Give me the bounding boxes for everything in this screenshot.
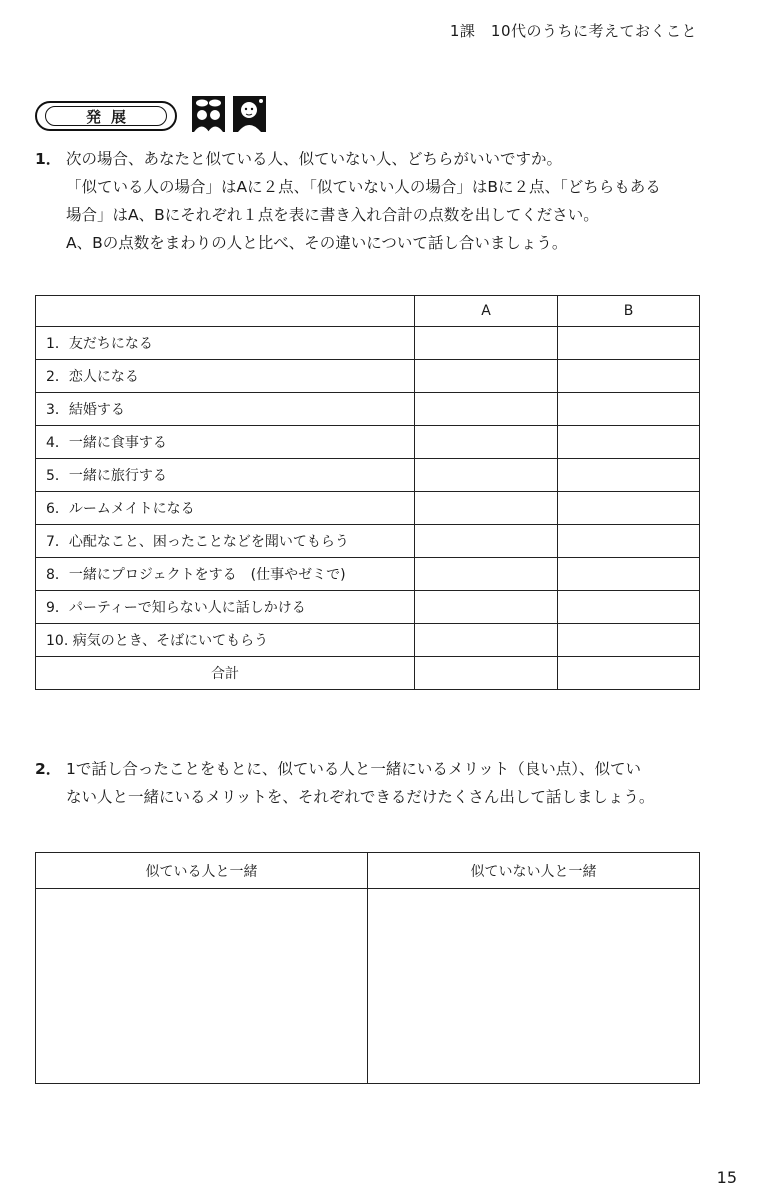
row-label: 7．心配なこと、困ったことなどを聞いてもらう (36, 525, 415, 558)
merit-table (35, 852, 700, 1084)
total-label: 合計 (36, 657, 415, 690)
table-row (36, 591, 700, 624)
row-label: 3．結婚する (36, 393, 415, 426)
table-row (36, 624, 700, 657)
question-2-line-2: ない人と一緒にいるメリットを、それぞれできるだけたくさん出して話しましょう。 (66, 788, 655, 806)
table-row (36, 525, 700, 558)
table-row (36, 393, 700, 426)
score-cell-a[interactable] (415, 360, 558, 393)
question-1-line-3: 場合」はA、Bにそれぞれ１点を表に書き入れ合計の点数を出してください。 (66, 206, 599, 224)
table-header-blank (36, 296, 415, 327)
score-cell-b[interactable] (558, 591, 700, 624)
row-label: 1．友だちになる (36, 327, 415, 360)
chapter-header: 1課 10代のうちに考えておくこと (449, 22, 697, 40)
thinking-person-icon (233, 96, 266, 132)
score-cell-a[interactable] (415, 591, 558, 624)
score-cell-b[interactable] (558, 393, 700, 426)
question-1-line-2: 「似ている人の場合」はAに２点、「似ていない人の場合」はBに２点、「どちらもある (66, 178, 661, 196)
score-cell-a[interactable] (415, 393, 558, 426)
table-row (36, 558, 700, 591)
row-label: 9．パーティーで知らない人に話しかける (36, 591, 415, 624)
question-1-line-1: 次の場合、あなたと似ている人、似ていない人、どちらがいいですか。 (66, 150, 563, 168)
table-row (36, 327, 700, 360)
score-cell-a[interactable] (415, 558, 558, 591)
score-cell-b[interactable] (558, 360, 700, 393)
score-cell-b[interactable] (558, 558, 700, 591)
question-1-line-4: A、Bの点数をまわりの人と比べ、その違いについて話し合いましょう。 (66, 234, 568, 252)
row-label: 6．ルームメイトになる (36, 492, 415, 525)
score-cell-a[interactable] (415, 459, 558, 492)
score-cell-b[interactable] (558, 525, 700, 558)
score-cell-b[interactable] (558, 459, 700, 492)
question-2-line-1: 1で話し合ったことをもとに、似ている人と一緒にいるメリット（良い点）、似てい (66, 760, 641, 778)
row-label: 2．恋人になる (36, 360, 415, 393)
column-header-similar: 似ている人と一緒 (36, 853, 368, 889)
row-label: 10. 病気のとき、そばにいてもらう (36, 624, 415, 657)
activity-icons (192, 96, 266, 132)
table-row (36, 360, 700, 393)
column-header-b: B (558, 296, 700, 327)
table-row (36, 459, 700, 492)
score-cell-b[interactable] (558, 492, 700, 525)
section-tag (35, 101, 177, 131)
row-label: 4．一緒に食事する (36, 426, 415, 459)
column-header-dissimilar: 似ていない人と一緒 (368, 853, 700, 889)
table-row (36, 426, 700, 459)
page-number: 15 (716, 1168, 737, 1187)
merit-table-body-row (36, 889, 700, 1084)
row-label: 5．一緒に旅行する (36, 459, 415, 492)
answer-area-similar[interactable] (36, 889, 368, 1084)
total-cell-b[interactable] (558, 657, 700, 690)
score-cell-a[interactable] (415, 426, 558, 459)
answer-area-dissimilar[interactable] (368, 889, 700, 1084)
table-header-row (36, 296, 700, 327)
score-cell-a[interactable] (415, 492, 558, 525)
score-cell-b[interactable] (558, 426, 700, 459)
table-row (36, 492, 700, 525)
total-row (36, 657, 700, 690)
question-2-number: 2． (35, 760, 62, 778)
score-cell-b[interactable] (558, 624, 700, 657)
section-tag-label: 発展 (45, 106, 167, 126)
question-1-number: 1． (35, 150, 62, 168)
score-cell-b[interactable] (558, 327, 700, 360)
group-discussion-icon (192, 96, 225, 132)
score-cell-a[interactable] (415, 624, 558, 657)
score-cell-a[interactable] (415, 525, 558, 558)
merit-table-header-row (36, 853, 700, 889)
column-header-a: A (415, 296, 558, 327)
row-label: 8．一緒にプロジェクトをする (仕事やゼミで) (36, 558, 415, 591)
total-cell-a[interactable] (415, 657, 558, 690)
score-table (35, 295, 700, 690)
score-cell-a[interactable] (415, 327, 558, 360)
